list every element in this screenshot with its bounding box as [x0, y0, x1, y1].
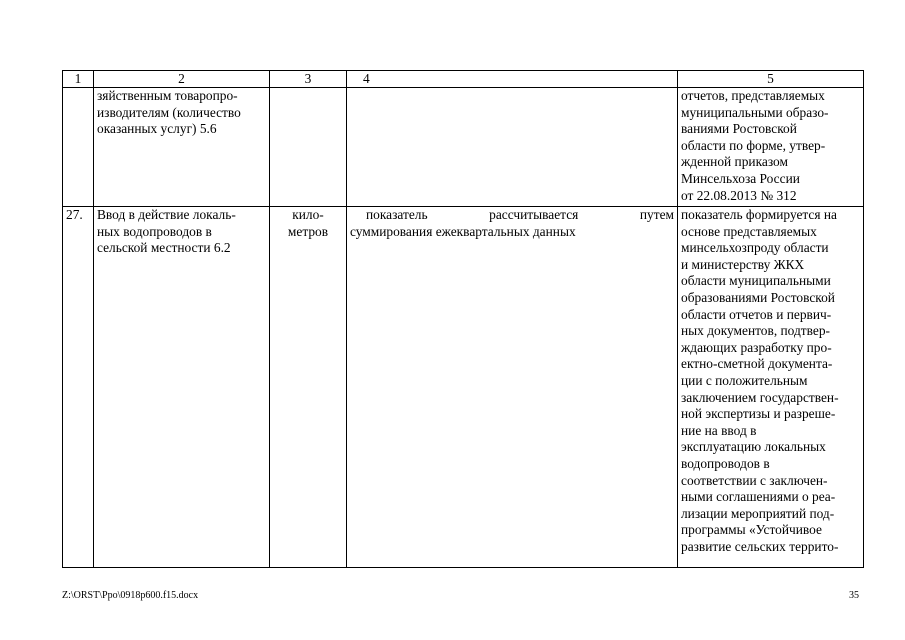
text-line: ной экспертизы и разреше- [681, 406, 836, 422]
text-line: показатель формируется на [681, 207, 837, 222]
text-line: лизации мероприятий под- [681, 505, 835, 521]
cell-method [347, 207, 678, 568]
cell-source [678, 207, 864, 568]
text-line: области отчетов и первич- [681, 306, 832, 322]
cell-indicator-name [94, 88, 270, 207]
text-line: ции с положительным [681, 372, 808, 388]
word: рассчитывается [489, 207, 579, 222]
cell-row-number: 27. [63, 207, 94, 568]
text-line: отчетов, представляемых [681, 88, 825, 103]
text-line: минсельхозпроду области [681, 240, 829, 256]
text-line: кило- [292, 207, 324, 222]
text-line: ных водопроводов в [97, 223, 212, 239]
text-line: ных документов, подтвер- [681, 323, 831, 339]
text-line: ваниями Ростовской [681, 121, 797, 137]
cell-unit [270, 207, 347, 568]
cell-source [678, 88, 864, 207]
text-line: Минсельхоза России [681, 170, 800, 186]
text-line: изводителям (количество [97, 104, 241, 120]
cell-num-empty [63, 88, 94, 207]
text-line: области муниципальными [681, 273, 831, 289]
text-line: оказанных услуг) 5.6 [97, 121, 217, 137]
text-line: водопроводов в [681, 455, 770, 471]
text-line: ние на ввод в [681, 422, 757, 438]
text-line: ными соглашениями о реа- [681, 489, 836, 505]
text-line: программы «Устойчивое [681, 522, 822, 538]
cell-indicator-name [94, 207, 270, 568]
document-table [62, 70, 864, 568]
cell-unit-empty [270, 88, 347, 207]
table-header-row [63, 71, 864, 88]
text-line: ектно-сметной документа- [681, 356, 833, 372]
cell-method-empty [347, 88, 678, 207]
table-row-27 [63, 207, 864, 568]
text-line: основе представляемых [681, 223, 817, 239]
text-line: и министерству ЖКХ [681, 256, 805, 272]
text-line: сельской местности 6.2 [97, 240, 231, 256]
header-col-1: 1 [63, 71, 94, 88]
header-col-4: 4 [347, 71, 678, 88]
text-line: муниципальными образо- [681, 104, 829, 120]
text-line: Ввод в действие локаль- [97, 207, 236, 222]
text-line: метров [287, 223, 329, 239]
text-line: заключением государствен- [681, 389, 839, 405]
header-col-3: 3 [270, 71, 347, 88]
text-line: от 22.08.2013 № 312 [681, 187, 797, 203]
header-col-5: 5 [678, 71, 864, 88]
justified-line [350, 207, 674, 224]
table-row-continued [63, 88, 864, 207]
header-col-2: 2 [94, 71, 270, 88]
text-line: ждающих разработку про- [681, 339, 832, 355]
word: путем [639, 207, 674, 222]
text-line: соответствии с заключен- [681, 472, 828, 488]
text-line: эксплуатацию локальных [681, 439, 826, 455]
text-line: развитие сельских террито- [681, 538, 839, 554]
text-line: образованиями Ростовской [681, 289, 835, 305]
text-line: области по форме, утвер- [681, 137, 826, 153]
footer-page-number: 35 [849, 590, 859, 601]
footer-file-path: Z:\ORST\Ppo\0918p600.f15.docx [62, 590, 199, 601]
word: показатель [366, 207, 428, 222]
text-line: зяйственным товаропро- [97, 88, 238, 103]
text-line: жденной приказом [681, 154, 788, 170]
text-line: суммирования ежеквартальных данных [350, 223, 576, 239]
